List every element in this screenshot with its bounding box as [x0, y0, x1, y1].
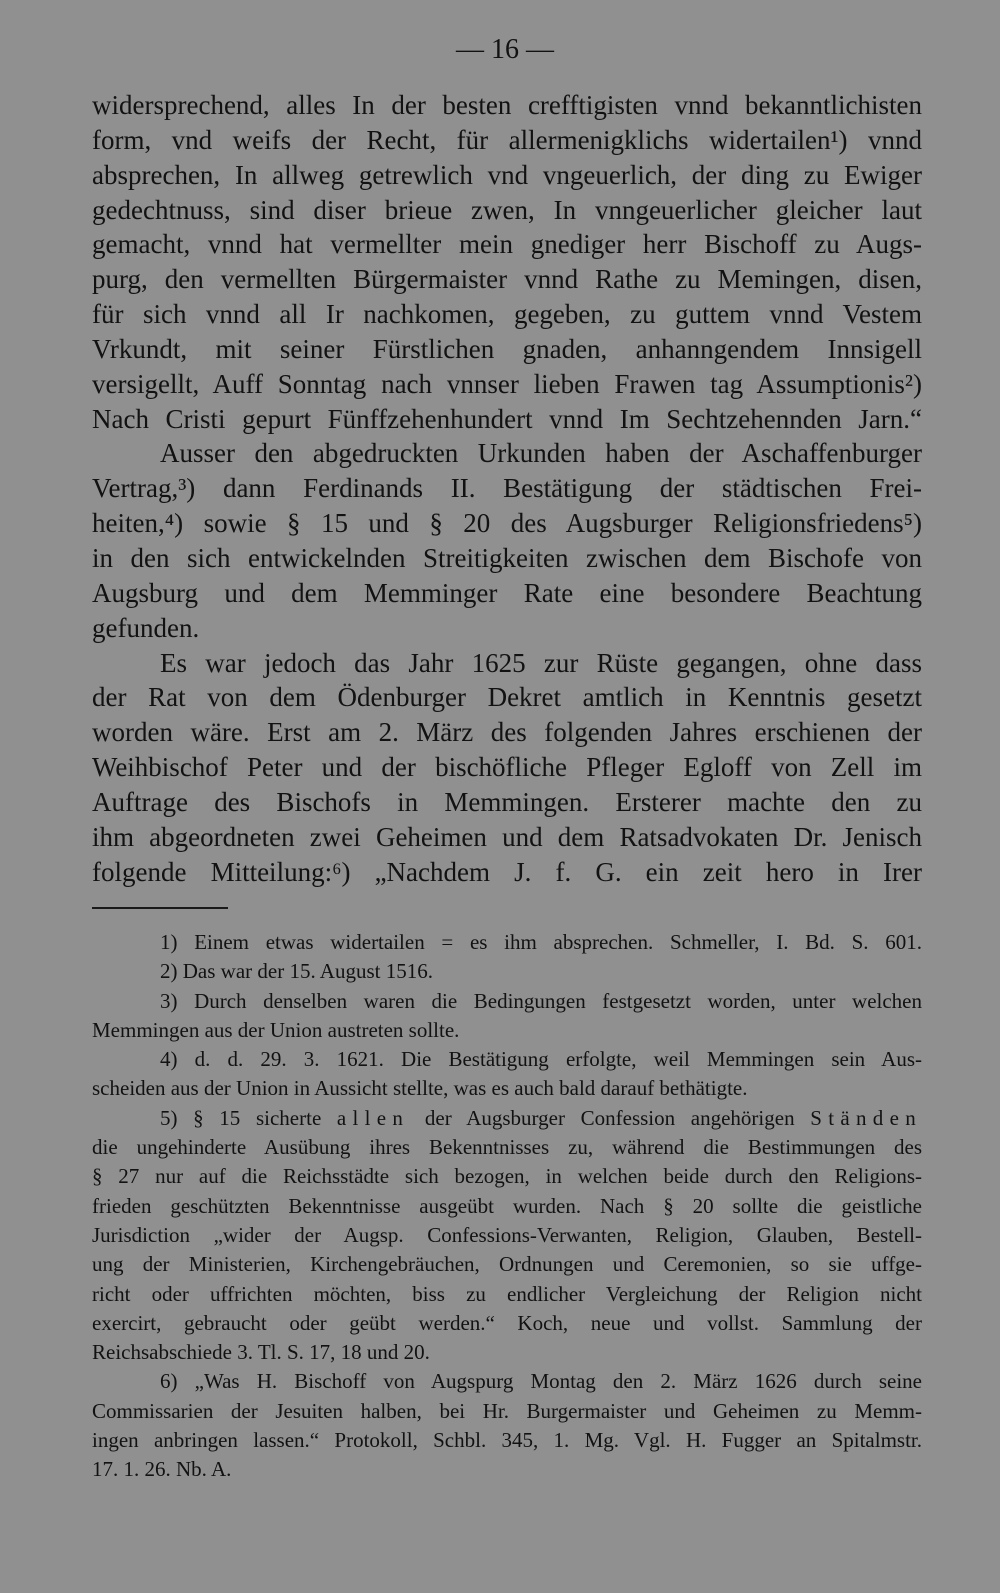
text-line: absprechen, In allweg getrewlich vnd vngeuerlich, der ding zu Ewiger [92, 159, 922, 190]
text-line: Nach Cristi gepurt Fünffzehenhundert vnnd Im Sechtzehennden Jarn.“ [92, 403, 922, 434]
text-line: folgende Mitteilung:⁶) „Nachdem J. f. G. ein zeit hero in Irer [92, 856, 922, 887]
text-line: Es war jedoch das Jahr 1625 zur Rüste gegangen, ohne dass [160, 647, 922, 678]
page-number: — 16 — [456, 34, 554, 65]
footnote-line: 2) Das war der 15. August 1516. [160, 959, 433, 984]
text-line: Ausser den abgedruckten Urkunden haben der Aschaffenburger [160, 438, 922, 469]
text-line: gemacht, vnnd hat vermellter mein gnediger herr Bischoff zu Augs- [92, 229, 922, 260]
text-line: ihm abgeordneten zwei Geheimen und dem Ratsadvokaten Dr. Jenisch [92, 821, 922, 852]
text-line: der Rat von dem Ödenburger Dekret amtlich in Kenntnis gesetzt [92, 682, 922, 713]
footnote-line: Reichsabschiede 3. Tl. S. 17, 18 und 20. [92, 1340, 430, 1365]
footnote-line: die ungehinderte Ausübung ihres Bekenntnisses zu, während die Bestimmungen des [92, 1135, 922, 1160]
footnote-1 [92, 928, 922, 957]
footnote-2 [92, 957, 922, 986]
footnote-line: Jurisdiction „wider der Augsp. Confessions-Verwanten, Religion, Glauben, Bestell- [92, 1222, 922, 1247]
footnote-line: richt oder uffrichten möchten, biss zu endlicher Vergleichung der Religion nicht [92, 1281, 922, 1306]
text-line: Vrkundt, mit seiner Fürstlichen gnaden, anhanngendem Innsigell [92, 333, 922, 364]
footnotes [92, 928, 922, 1485]
footnote-line: 1) Einem etwas widertailen = es ihm absprechen. Schmeller, I. Bd. S. 601. [160, 930, 922, 954]
paragraph [92, 436, 922, 645]
text-line: worden wäre. Erst am 2. März des folgenden Jahres erschienen der [92, 717, 922, 748]
footnote-text: der Augsburger Confession angehörigen [424, 1105, 795, 1130]
footnote-line: ung der Ministerien, Kirchengebräuchen, Ordnungen und Ceremonien, so sie uffge- [92, 1252, 922, 1277]
text-line: form, vnd weifs der Recht, für allermenigklichs widertailen¹) vnnd [92, 124, 922, 155]
text-line: heiten,⁴) sowie § 15 und § 20 des Augsburger Religionsfriedens⁵) [92, 508, 922, 539]
footnote-line: 4) d. d. 29. 3. 1621. Die Bestätigung erfolgte, weil Memmingen sein Aus- [160, 1047, 922, 1072]
footnote-4 [92, 1045, 922, 1104]
footnote-line: § 27 nur auf die Reichsstädte sich bezogen, in welchen beide durch den Religions- [92, 1164, 922, 1189]
footnote-line: scheiden aus der Union in Aussicht stellte, was es auch bald darauf bethätigte. [92, 1076, 748, 1101]
text-line: Auftrage des Bischofs in Memmingen. Ersterer machte den zu [92, 786, 922, 817]
text-line: gefunden. [92, 612, 200, 643]
spaced-word: allen [336, 1105, 410, 1130]
text-line: gedechtnuss, sind diser brieue zwen, In vnngeuerlicher gleicher laut [92, 194, 922, 225]
text-line: widersprechend, alles In der besten crefftigisten vnnd bekanntlichisten [92, 90, 922, 120]
footnote-line [92, 1104, 922, 1133]
text-line: in den sich entwickelnden Streitigkeiten zwischen dem Bischofe von [92, 542, 922, 573]
text-line: Weihbischof Peter und der bischöfliche Pfleger Egloff von Zell im [92, 752, 922, 783]
text-line: versigellt, Auff Sonntag nach vnnser lieben Frawen tag Assumptionis²) [92, 368, 922, 399]
footnote-line: Commissarien der Jesuiten halben, bei Hr. Burgermaister und Geheimen zu Memm- [92, 1398, 922, 1423]
text-line: purg, den vermellten Bürgermaister vnnd Rathe zu Memingen, disen, [92, 264, 922, 295]
footnote-3 [92, 987, 922, 1046]
footnote-5 [92, 1104, 922, 1368]
footnote-line: exercirt, gebraucht oder geübt werden.“ Koch, neue und vollst. Sammlung der [92, 1310, 922, 1335]
footnote-line: 6) „Was H. Bischoff von Augspurg Montag den 2. März 1626 durch seine [160, 1369, 922, 1394]
footnote-line: 17. 1. 26. Nb. A. [92, 1457, 232, 1482]
footnote-text: 5) § 15 sicherte [160, 1105, 322, 1130]
footnote-line: ingen anbringen lassen.“ Protokoll, Schbl. 345, 1. Mg. Vgl. H. Fugger an Spitalmstr. [92, 1428, 922, 1453]
footnote-line: frieden geschützten Bekenntnisse ausgeübt wurden. Nach § 20 sollte die geistliche [92, 1193, 922, 1218]
footnote-line: 3) Durch denselben waren die Bedingungen festgesetzt worden, unter welchen [160, 988, 922, 1013]
main-text [92, 88, 922, 889]
text-line: Vertrag,³) dann Ferdinands II. Bestätigung der städtischen Frei- [92, 473, 922, 504]
footnote-rule [92, 907, 228, 909]
paragraph [92, 646, 922, 890]
footnote-6 [92, 1367, 922, 1484]
text-line: Augsburg und dem Memminger Rate eine besondere Beachtung [92, 577, 922, 608]
spaced-word: Ständen [810, 1105, 922, 1130]
footnote-line: Memmingen aus der Union austreten sollte. [92, 1017, 460, 1042]
text-line: für sich vnnd all Ir nachkomen, gegeben, zu guttem vnnd Vestem [92, 299, 922, 330]
paragraph [92, 88, 922, 436]
